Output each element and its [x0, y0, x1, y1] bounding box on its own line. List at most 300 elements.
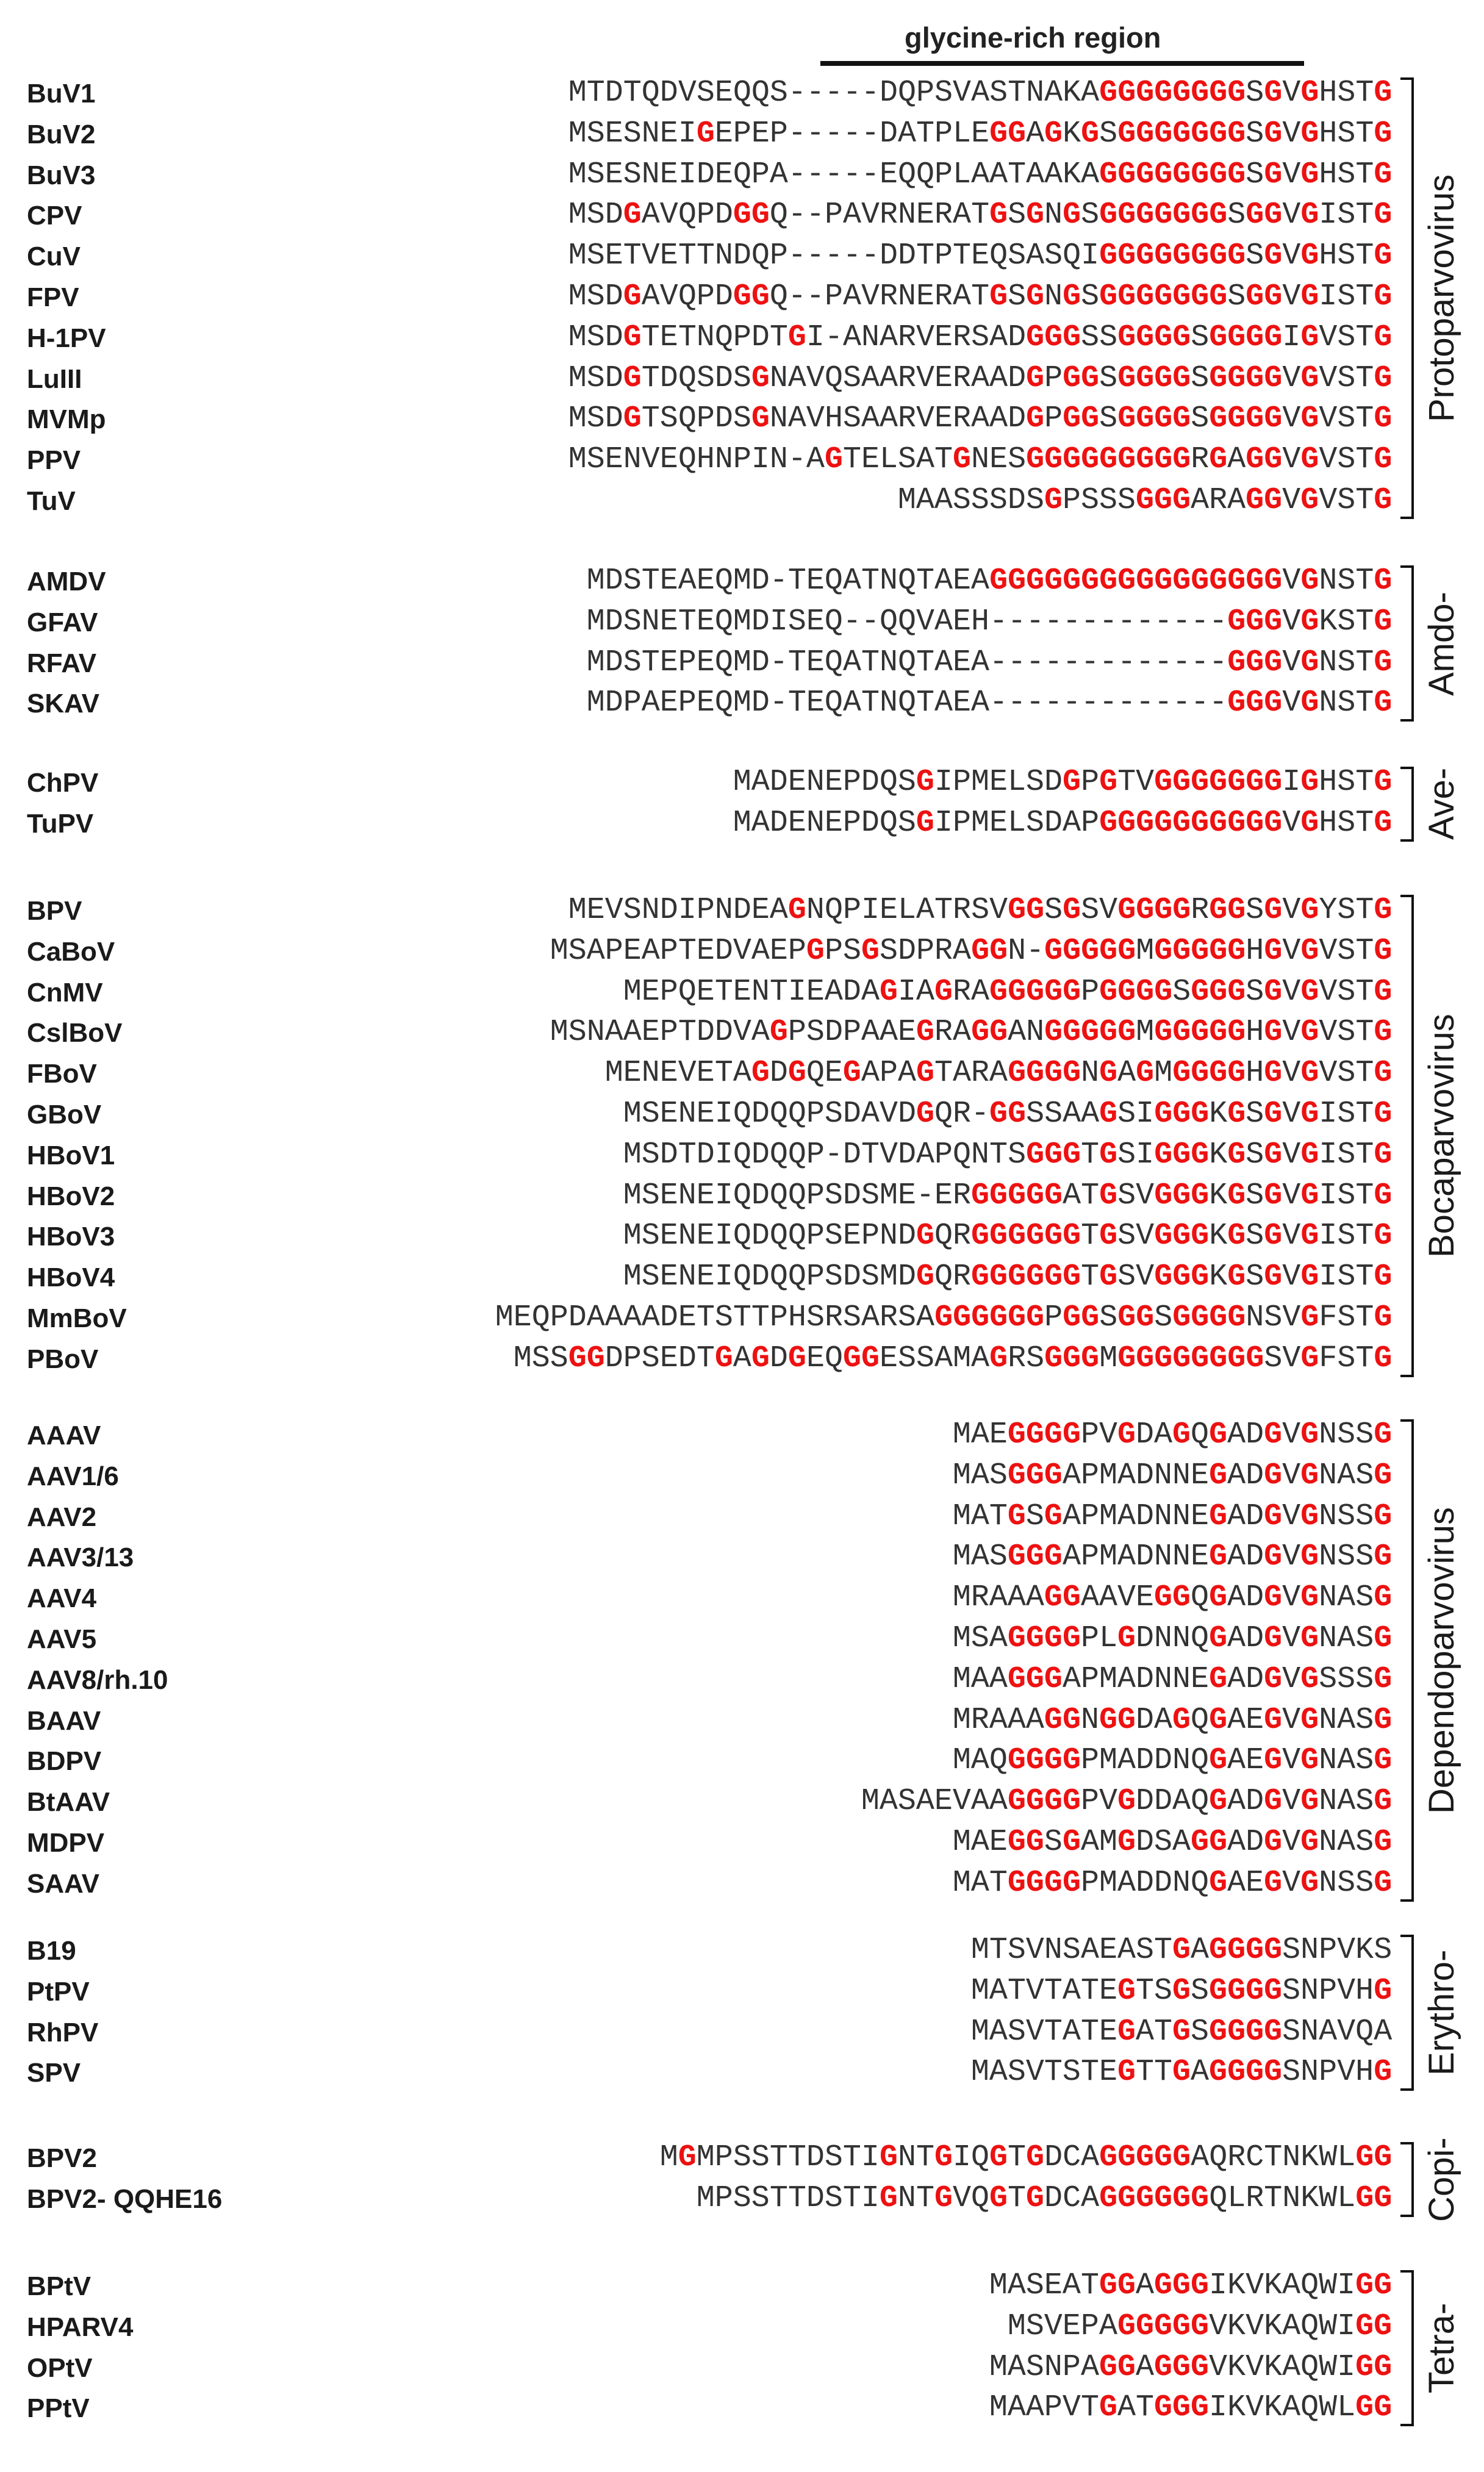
glycine-residue: G: [1172, 76, 1191, 110]
residue: D: [842, 1097, 861, 1131]
residue: R: [898, 360, 917, 396]
sequence-text: [971, 2055, 1392, 2090]
residue: M: [970, 805, 989, 840]
residue: D: [1136, 1417, 1155, 1452]
residue: Q: [970, 2180, 989, 2216]
residue: E: [971, 238, 990, 274]
residue: E: [1044, 2268, 1063, 2303]
residue: V: [1282, 1865, 1301, 1901]
residue: E: [898, 1015, 917, 1050]
residue: I: [1136, 1097, 1155, 1131]
residue: Q: [733, 76, 751, 110]
residue: H: [1319, 765, 1338, 800]
glycine-residue: G: [1063, 442, 1081, 478]
glycine-residue: G: [1300, 1865, 1319, 1901]
glycine-residue: G: [1209, 320, 1228, 355]
glycine-residue: G: [1374, 1015, 1393, 1050]
residue: N: [1300, 2014, 1319, 2049]
glycine-residue: G: [1209, 1973, 1228, 2008]
residue: S: [1337, 974, 1356, 1009]
residue: N: [879, 1219, 898, 1254]
glycine-residue: G: [1246, 360, 1264, 396]
glycine-residue: G: [1264, 604, 1283, 639]
residue: A: [1062, 1499, 1081, 1534]
residue: -: [1154, 604, 1173, 639]
glycine-residue: G: [1154, 76, 1173, 110]
residue: A: [1081, 157, 1100, 192]
glycine-residue: G: [989, 2140, 1008, 2175]
residue: T: [916, 238, 935, 274]
residue: T: [842, 2140, 861, 2175]
residue: S: [586, 116, 605, 151]
residue: D: [659, 1300, 678, 1335]
residue: R: [934, 198, 953, 233]
residue: E: [623, 1056, 642, 1091]
residue: D: [714, 360, 733, 396]
residue: N: [879, 686, 898, 721]
glycine-residue: G: [1172, 1417, 1191, 1452]
residue: S: [623, 893, 642, 928]
residue: M: [1099, 1341, 1118, 1376]
residue: A: [934, 645, 953, 680]
residue: -: [806, 198, 825, 233]
residue: T: [1355, 76, 1374, 110]
residue: M: [952, 1702, 971, 1738]
residue: S: [1337, 805, 1356, 840]
residue: E: [696, 645, 715, 680]
residue: V: [806, 401, 825, 437]
residue: A: [1135, 2268, 1154, 2303]
residue: I: [897, 974, 916, 1009]
residue: K: [1209, 1259, 1228, 1295]
residue: R: [1209, 483, 1228, 518]
glycine-residue: G: [1172, 401, 1191, 437]
residue: A: [1227, 1784, 1246, 1819]
residue: T: [1008, 2140, 1027, 2175]
residue: T: [714, 974, 733, 1009]
residue: A: [641, 686, 660, 721]
residue: L: [953, 157, 972, 192]
residue: M: [623, 1178, 642, 1213]
virus-name: CaBoV: [27, 936, 115, 967]
glycine-residue: G: [1374, 974, 1393, 1009]
residue: -: [1209, 604, 1228, 639]
residue: P: [1081, 765, 1100, 800]
glycine-residue: G: [1026, 1056, 1045, 1091]
residue: P: [861, 1219, 880, 1254]
residue: D: [806, 2140, 825, 2175]
glycine-residue: G: [1136, 974, 1155, 1009]
residue: P: [733, 320, 751, 355]
residue: S: [751, 2140, 770, 2175]
glycine-residue: G: [1026, 893, 1045, 928]
residue: -: [806, 279, 825, 314]
residue: K: [1300, 2140, 1319, 2175]
glycine-residue: G: [842, 1056, 861, 1091]
residue: M: [733, 645, 751, 680]
residue: K: [1209, 1097, 1228, 1131]
residue: E: [696, 1056, 715, 1091]
residue: A: [934, 604, 953, 639]
residue: P: [659, 974, 678, 1009]
residue: S: [1337, 76, 1356, 110]
residue: V: [1062, 2390, 1081, 2426]
residue: I: [1282, 320, 1301, 355]
residue: N: [1282, 2140, 1301, 2175]
sequence-row: [0, 2310, 1484, 2348]
residue: S: [1026, 1097, 1045, 1131]
sequence-row: [0, 1540, 1484, 1578]
residue: S: [586, 157, 605, 192]
residue: A: [1080, 2349, 1099, 2385]
residue: T: [1117, 765, 1136, 800]
residue: E: [824, 805, 843, 840]
sequence-row: [0, 1825, 1484, 1863]
residue: D: [861, 805, 880, 840]
residue: S: [586, 238, 605, 274]
residue: A: [1117, 1458, 1136, 1493]
glycine-residue: G: [1264, 1580, 1283, 1616]
residue: M: [970, 1933, 989, 1968]
residue: M: [970, 2014, 989, 2049]
residue: N: [1282, 2180, 1301, 2216]
sequence-text: [587, 605, 1393, 639]
residue: D: [678, 1341, 697, 1376]
residue: Q: [824, 686, 843, 721]
residue: V: [641, 442, 660, 478]
glycine-residue: G: [1264, 1702, 1283, 1738]
residue: M: [952, 1499, 971, 1534]
residue: S: [586, 360, 605, 396]
glycine-residue: G: [1063, 1137, 1081, 1172]
residue: N: [1319, 1458, 1338, 1493]
glycine-residue: G: [1099, 1015, 1118, 1050]
residue: N: [678, 1259, 697, 1295]
residue: T: [751, 1300, 770, 1335]
residue: A: [641, 933, 660, 969]
sequence-row: [0, 1974, 1484, 2012]
residue: Q: [897, 686, 916, 721]
glycine-residue: G: [1026, 198, 1045, 233]
glycine-residue: G: [1209, 198, 1228, 233]
residue: V: [1337, 2014, 1356, 2049]
glycine-residue: G: [1264, 1137, 1283, 1172]
glycine-residue: G: [1227, 604, 1246, 639]
residue: L: [879, 442, 898, 478]
glycine-residue: G: [751, 198, 770, 233]
residue: A: [953, 198, 972, 233]
residue: A: [989, 401, 1008, 437]
residue: A: [1117, 1743, 1136, 1779]
glycine-residue: G: [1374, 238, 1393, 274]
residue: -: [1026, 686, 1045, 721]
residue: E: [1191, 1458, 1210, 1493]
residue: P: [806, 1219, 825, 1254]
residue: R: [953, 974, 972, 1009]
residue: R: [824, 1300, 843, 1335]
residue: S: [1044, 893, 1063, 928]
residue: E: [1246, 1743, 1264, 1779]
glycine-residue: G: [1044, 1219, 1063, 1254]
residue: S: [1337, 1417, 1356, 1452]
glycine-residue: G: [1081, 1015, 1100, 1050]
glycine-residue: G: [1044, 1341, 1063, 1376]
residue: -: [1026, 933, 1045, 969]
sequence-row: [0, 1581, 1484, 1619]
glycine-residue: G: [1099, 1702, 1117, 1738]
residue: V: [1282, 1417, 1301, 1452]
sequence-text: [495, 1301, 1393, 1335]
residue: N: [1319, 1825, 1338, 1860]
glycine-residue: G: [1172, 2014, 1191, 2049]
residue: S: [1026, 765, 1045, 800]
residue: P: [769, 116, 788, 151]
glycine-residue: G: [1172, 198, 1191, 233]
residue: A: [1007, 2349, 1026, 2385]
residue: S: [641, 1137, 660, 1172]
group-bracket: [1400, 2142, 1414, 2217]
residue: K: [1209, 1137, 1228, 1172]
residue: D: [751, 564, 770, 598]
residue: V: [1282, 1137, 1301, 1172]
glycine-residue: G: [1374, 1178, 1393, 1213]
residue: E: [714, 157, 733, 192]
group-bracket: [1400, 77, 1414, 519]
residue: R: [934, 279, 953, 314]
glycine-residue: G: [1374, 686, 1393, 721]
residue: T: [678, 1137, 697, 1172]
residue: S: [1264, 1300, 1283, 1335]
residue: T: [1355, 686, 1374, 721]
residue: D: [1246, 1621, 1264, 1656]
glycine-residue: G: [879, 2180, 898, 2216]
glycine-residue: G: [1044, 320, 1063, 355]
residue: P: [787, 1015, 806, 1050]
residue: S: [1337, 1056, 1356, 1091]
residue: -: [1063, 645, 1081, 680]
residue: M: [568, 157, 587, 192]
residue: T: [1081, 1137, 1100, 1172]
sequence-text: [660, 2141, 1393, 2175]
residue: N: [1081, 1056, 1100, 1091]
residue: T: [1080, 2268, 1099, 2303]
sequence-row: [0, 280, 1484, 318]
residue: N: [1319, 1865, 1338, 1901]
glycine-residue: G: [1044, 1784, 1063, 1819]
residue: -: [806, 157, 825, 192]
group-label: Tetra-: [1422, 2302, 1461, 2394]
residue: V: [1282, 933, 1301, 969]
residue: M: [970, 765, 989, 800]
glycine-residue: G: [1264, 805, 1283, 840]
virus-name: HBoV2: [27, 1181, 115, 1211]
glycine-residue: G: [1191, 1015, 1210, 1050]
glycine-residue: G: [916, 805, 934, 840]
glycine-residue: G: [1227, 401, 1246, 437]
glycine-residue: G: [1191, 157, 1210, 192]
residue: A: [989, 320, 1008, 355]
residue: S: [970, 483, 989, 518]
residue: Q: [1191, 1702, 1210, 1738]
glycine-residue: G: [1007, 1539, 1026, 1575]
residue: K: [1319, 604, 1338, 639]
residue: S: [898, 1300, 917, 1335]
residue: Q: [953, 1137, 972, 1172]
residue: M: [952, 1539, 971, 1575]
residue: P: [824, 279, 843, 314]
glycine-residue: G: [1374, 1341, 1393, 1376]
glycine-residue: G: [1300, 1341, 1319, 1376]
virus-name: SPV: [27, 2058, 81, 2088]
glycine-residue: G: [1374, 765, 1393, 800]
residue: A: [970, 1661, 989, 1697]
glycine-residue: G: [1172, 1178, 1191, 1213]
residue: N: [1154, 1539, 1173, 1575]
residue: N: [1044, 198, 1063, 233]
glycine-residue: G: [1300, 686, 1319, 721]
glycine-residue: G: [1117, 157, 1136, 192]
residue: A: [953, 933, 972, 969]
residue: E: [953, 564, 972, 598]
residue: M: [970, 1973, 989, 2008]
residue: W: [1319, 2268, 1338, 2303]
residue: I: [1319, 279, 1338, 314]
residue: A: [879, 1784, 898, 1819]
virus-name: GFAV: [27, 607, 98, 637]
residue: T: [1355, 483, 1374, 518]
residue: S: [1246, 974, 1264, 1009]
glycine-residue: G: [1154, 1219, 1173, 1254]
residue: H: [1319, 805, 1338, 840]
residue: Q: [1300, 2349, 1319, 2385]
residue: S: [1246, 1219, 1264, 1254]
glycine-residue: G: [1044, 1661, 1063, 1697]
group-bracket: [1400, 1935, 1414, 2091]
glycine-residue: G: [1172, 360, 1191, 396]
glycine-residue: G: [751, 279, 770, 314]
glycine-residue: G: [1374, 279, 1393, 314]
glycine-residue: G: [1063, 1300, 1081, 1335]
residue: D: [1136, 1499, 1155, 1534]
sequence-row: [0, 1622, 1484, 1660]
residue: A: [1062, 2014, 1081, 2049]
glycine-residue: G: [1209, 1865, 1228, 1901]
glycine-residue: G: [1172, 1300, 1191, 1335]
residue: V: [1282, 238, 1301, 274]
group-label: Copi-: [1422, 2137, 1461, 2222]
residue: A: [1007, 1580, 1026, 1616]
residue: Q: [824, 360, 843, 396]
residue: K: [1209, 1219, 1228, 1254]
residue: -: [1117, 645, 1136, 680]
glycine-residue: G: [1081, 1300, 1100, 1335]
virus-name: PBoV: [27, 1344, 99, 1374]
residue: A: [897, 1056, 916, 1091]
residue: S: [1337, 1341, 1356, 1376]
residue: R: [1246, 2180, 1264, 2216]
sequence-text: [568, 117, 1393, 151]
glycine-residue: G: [1154, 320, 1173, 355]
virus-name: BtAAV: [27, 1787, 110, 1818]
glycine-residue: G: [1227, 1973, 1246, 2008]
residue: D: [842, 1178, 861, 1213]
residue: V: [1282, 1097, 1301, 1131]
residue: S: [1246, 1178, 1264, 1213]
residue: Q: [714, 686, 733, 721]
glycine-residue: G: [1117, 1300, 1136, 1335]
sequence-row: [0, 1933, 1484, 1971]
residue: V: [1209, 2349, 1228, 2385]
residue: D: [1136, 1458, 1155, 1493]
residue: S: [586, 401, 605, 437]
residue: S: [1025, 483, 1044, 518]
residue: Q: [714, 564, 733, 598]
residue: A: [1227, 1458, 1246, 1493]
residue: V: [1282, 76, 1301, 110]
residue: N: [806, 765, 825, 800]
glycine-residue: G: [1136, 279, 1155, 314]
glycine-residue: G: [1374, 2349, 1393, 2385]
residue: N: [1319, 686, 1338, 721]
residue: S: [1191, 320, 1210, 355]
residue: P: [1044, 360, 1063, 396]
residue: V: [1282, 1259, 1301, 1295]
virus-name: H-1PV: [27, 323, 106, 353]
residue: A: [1081, 1097, 1100, 1131]
sequence-row: [0, 1056, 1484, 1094]
residue: E: [659, 1341, 678, 1376]
residue: S: [989, 1458, 1008, 1493]
residue: R: [953, 1219, 972, 1254]
glycine-residue: G: [1300, 401, 1319, 437]
glycine-residue: G: [1374, 1973, 1393, 2008]
residue: Q: [879, 805, 898, 840]
glycine-residue: G: [1063, 1259, 1081, 1295]
glycine-residue: G: [1374, 604, 1393, 639]
residue: A: [879, 360, 898, 396]
residue: D: [751, 645, 770, 680]
residue: A: [1117, 1933, 1136, 1968]
glycine-residue: G: [1209, 2014, 1228, 2049]
residue: P: [934, 1137, 953, 1172]
residue: M: [1099, 1865, 1117, 1901]
glycine-residue: G: [971, 933, 990, 969]
glycine-residue: G: [1264, 564, 1283, 598]
residue: T: [861, 645, 880, 680]
residue: S: [1337, 360, 1356, 396]
sequence-row: [0, 443, 1484, 481]
residue: -: [1154, 645, 1173, 680]
residue: S: [1154, 1825, 1173, 1860]
residue: A: [861, 1300, 880, 1335]
residue: A: [989, 1056, 1008, 1091]
glycine-residue: G: [1191, 1341, 1210, 1376]
residue: A: [604, 1015, 623, 1050]
glycine-residue: G: [1007, 1417, 1026, 1452]
residue: A: [861, 1015, 880, 1050]
residue: T: [934, 893, 953, 928]
residue: T: [1008, 76, 1027, 110]
residue: -: [1191, 645, 1210, 680]
residue: A: [1282, 2309, 1301, 2344]
residue: T: [842, 442, 861, 478]
residue: A: [970, 1865, 989, 1901]
residue: N: [714, 893, 733, 928]
virus-name: PtPV: [27, 1976, 90, 2007]
residue: S: [550, 1341, 568, 1376]
residue: P: [952, 765, 971, 800]
residue: T: [1135, 1973, 1154, 2008]
